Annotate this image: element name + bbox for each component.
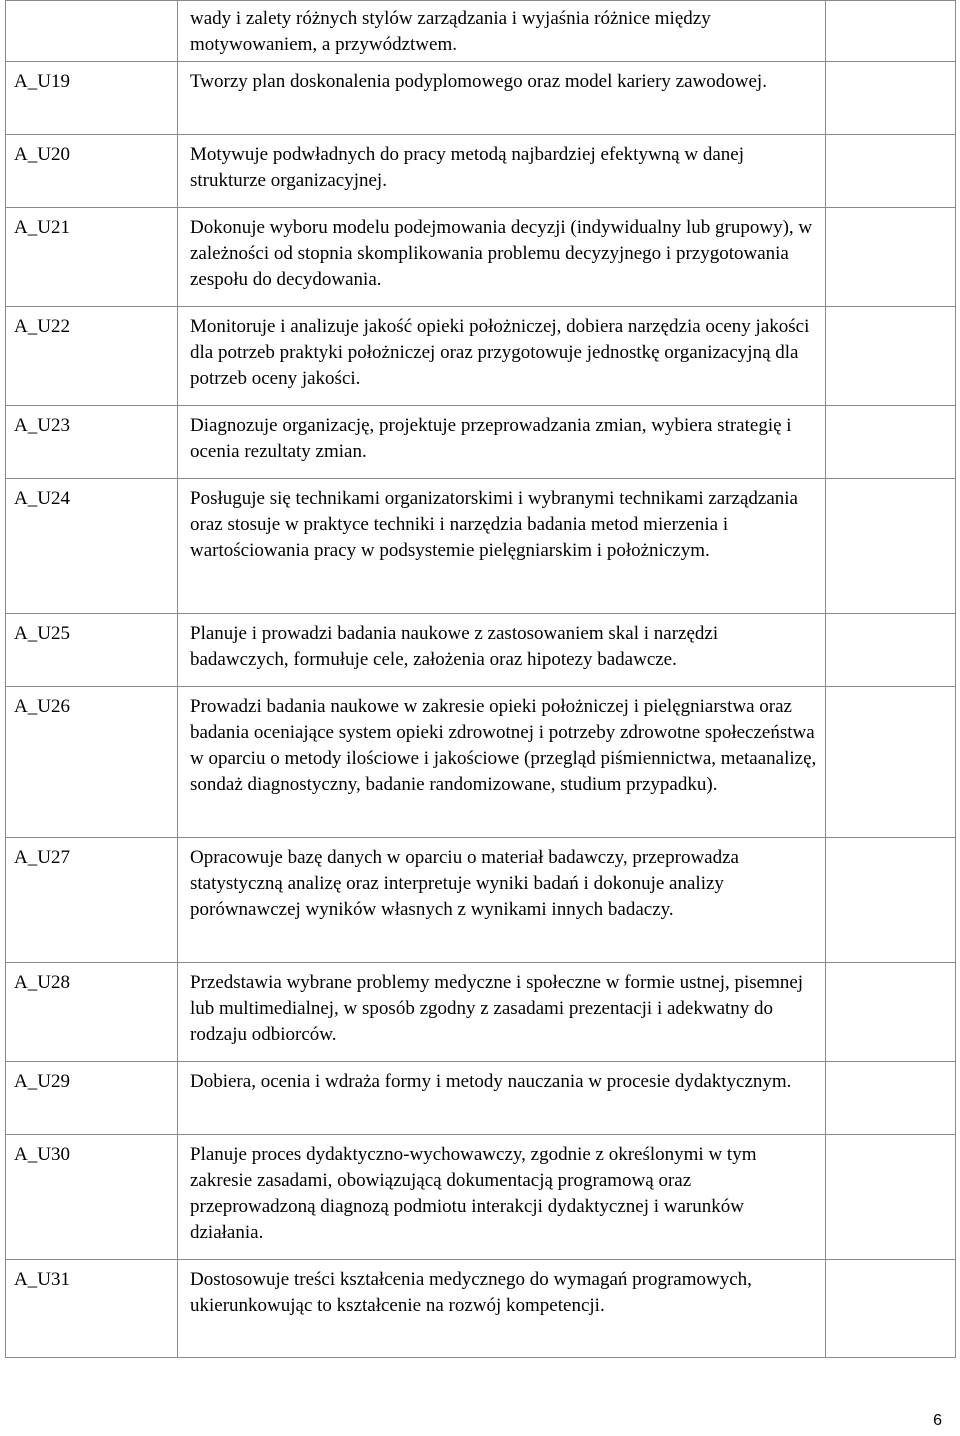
outcome-description: Dostosowuje treści kształcenia medycznego do wymagań programowych, ukierunkowując to kształcenie na rozwój kompetencji. [178,1260,826,1358]
outcome-code: A_U29 [6,1062,178,1135]
empty-cell [826,1260,956,1358]
outcome-code: A_U25 [6,614,178,687]
outcome-description: Diagnozuje organizację, projektuje przeprowadzania zmian, wybiera strategię i ocenia rezultaty zmian. [178,406,826,479]
outcome-code [6,1,178,62]
empty-cell [826,406,956,479]
empty-cell [826,963,956,1062]
outcome-code: A_U21 [6,208,178,307]
table-row [6,307,956,406]
outcome-description: Dokonuje wyboru modelu podejmowania decyzji (indywidualny lub grupowy), w zależności od stopnia skomplikowania problemu decyzyjnego i przygotowania zespołu do decydowania. [178,208,826,307]
outcome-description: Przedstawia wybrane problemy medyczne i społeczne w formie ustnej, pisemnej lub multimedialnej, w sposób zgodny z zasadami prezentacji i adekwatny do rodzaju odbiorców. [178,963,826,1062]
table-row [6,479,956,614]
table-row [6,1062,956,1135]
outcome-description: Dobiera, ocenia i wdraża formy i metody nauczania w procesie dydaktycznym. [178,1062,826,1135]
outcome-description: wady i zalety różnych stylów zarządzania i wyjaśnia różnice między motywowaniem, a przywództwem. [178,1,826,62]
empty-cell [826,687,956,838]
outcome-code: A_U19 [6,62,178,135]
outcome-description: Prowadzi badania naukowe w zakresie opieki położniczej i pielęgniarstwa oraz badania oceniające system opieki zdrowotnej i potrzeby zdrowotne społeczeństwa w oparciu o metody ilościowe i jakościowe (przegląd piśmiennictwa, metaanalizę, sondaż diagnostyczny, badanie randomizowane, studium przypadku). [178,687,826,838]
outcome-code: A_U31 [6,1260,178,1358]
empty-cell [826,135,956,208]
table-row [6,687,956,838]
outcome-code: A_U30 [6,1135,178,1260]
table-row [6,135,956,208]
outcome-code: A_U23 [6,406,178,479]
outcome-description: Posługuje się technikami organizatorskimi i wybranymi technikami zarządzania oraz stosuje w praktyce techniki i narzędzia badania metod mierzenia i wartościowania pracy w podsystemie pielęgniarskim i położniczym. [178,479,826,614]
outcome-description: Tworzy plan doskonalenia podyplomowego oraz model kariery zawodowej. [178,62,826,135]
empty-cell [826,1,956,62]
outcome-code: A_U20 [6,135,178,208]
table-row [6,963,956,1062]
page-number: 6 [933,1412,942,1429]
table-row [6,1260,956,1358]
table-row [6,614,956,687]
learning-outcomes-table [5,0,956,1358]
table-row [6,838,956,963]
empty-cell [826,307,956,406]
outcome-description: Opracowuje bazę danych w oparciu o materiał badawczy, przeprowadza statystyczną analizę oraz interpretuje wyniki badań i dokonuje analizy porównawczej wyników własnych z wynikami innych badaczy. [178,838,826,963]
empty-cell [826,479,956,614]
outcome-description: Motywuje podwładnych do pracy metodą najbardziej efektywną w danej strukturze organizacyjnej. [178,135,826,208]
outcome-code: A_U24 [6,479,178,614]
empty-cell [826,1135,956,1260]
outcome-code: A_U28 [6,963,178,1062]
outcome-description: Planuje i prowadzi badania naukowe z zastosowaniem skal i narzędzi badawczych, formułuje cele, założenia oraz hipotezy badawcze. [178,614,826,687]
empty-cell [826,62,956,135]
empty-cell [826,838,956,963]
table-row [6,1,956,62]
outcome-code: A_U27 [6,838,178,963]
outcome-code: A_U22 [6,307,178,406]
table-row [6,62,956,135]
outcome-description: Monitoruje i analizuje jakość opieki położniczej, dobiera narzędzia oceny jakości dla potrzeb praktyki położniczej oraz przygotowuje jednostkę organizacyjną dla potrzeb oceny jakości. [178,307,826,406]
empty-cell [826,1062,956,1135]
empty-cell [826,614,956,687]
table-row [6,406,956,479]
outcome-code: A_U26 [6,687,178,838]
empty-cell [826,208,956,307]
outcome-description: Planuje proces dydaktyczno-wychowawczy, zgodnie z określonymi w tym zakresie zasadami, obowiązującą dokumentacją programową oraz przeprowadzoną diagnozą podmiotu interakcji dydaktycznej i warunków działania. [178,1135,826,1260]
table-row [6,208,956,307]
table-row [6,1135,956,1260]
